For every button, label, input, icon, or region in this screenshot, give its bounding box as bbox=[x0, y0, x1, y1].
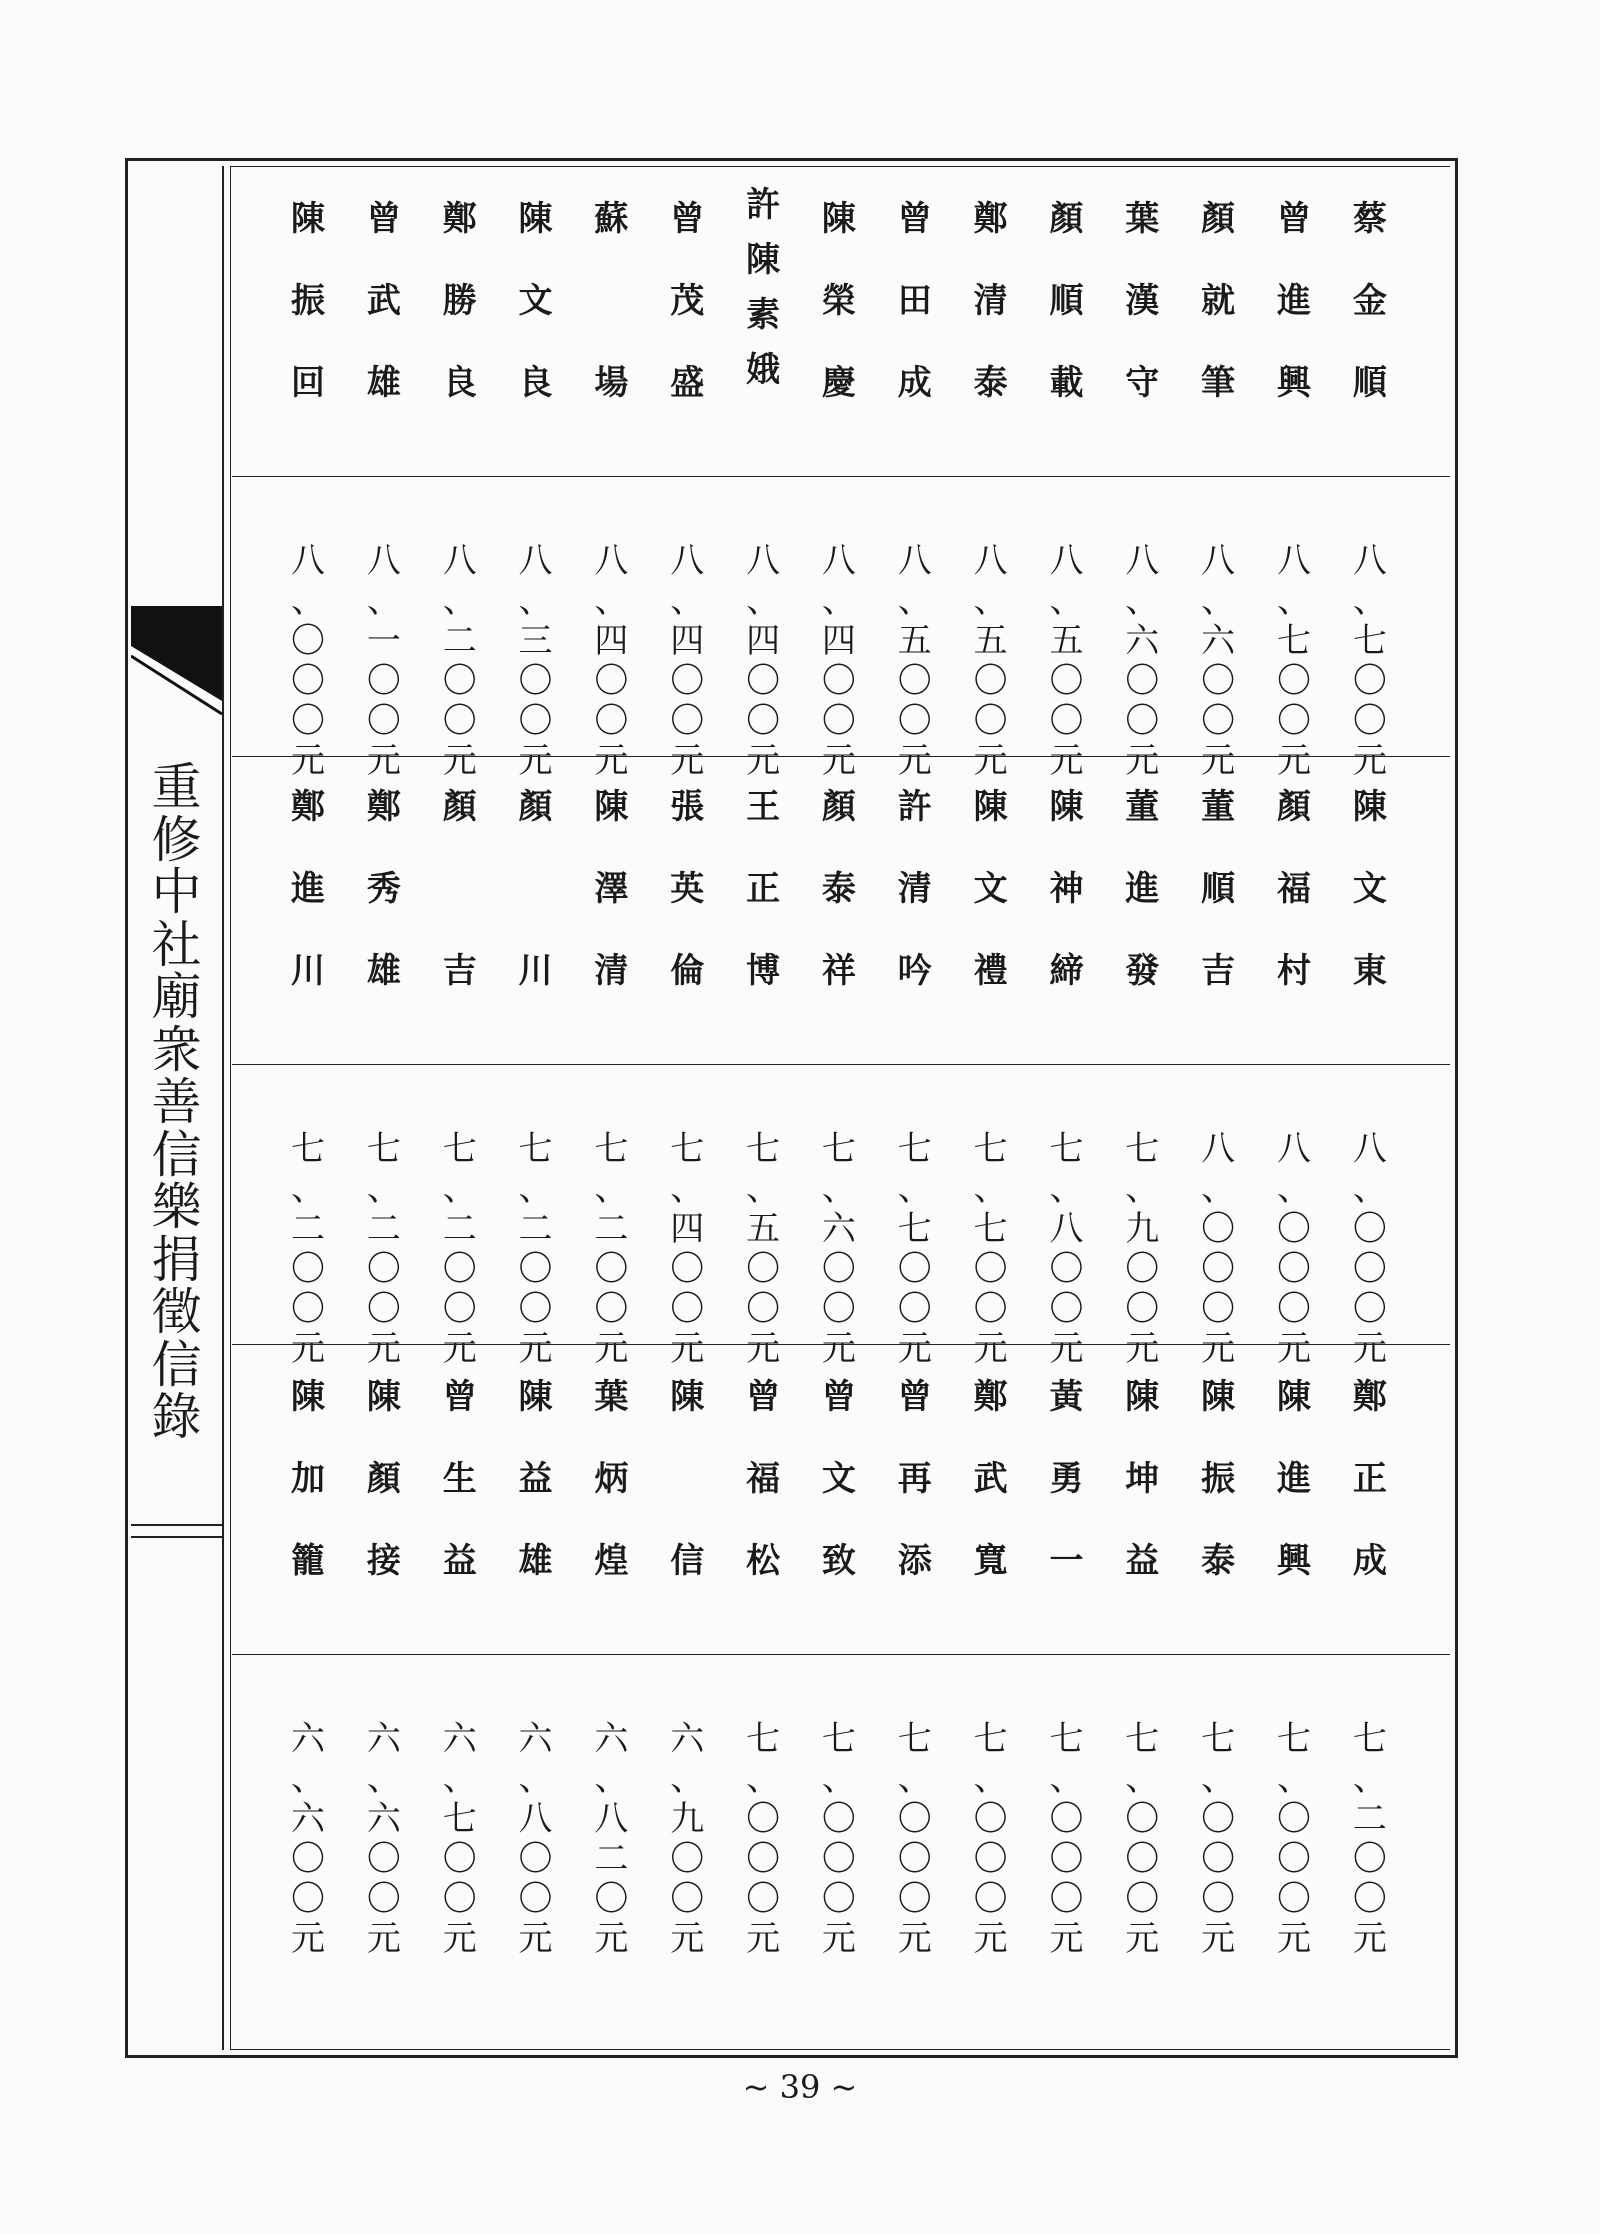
donor-name: 鄭 清 泰 bbox=[973, 199, 1008, 403]
side-title-column bbox=[131, 166, 222, 2050]
title-char: 中 bbox=[151, 863, 202, 921]
donor-name: 曾 武 雄 bbox=[366, 199, 401, 403]
donor-name: 曾 進 興 bbox=[1276, 199, 1311, 403]
donation-amount: 六 、 八 二 〇 元 bbox=[594, 1719, 629, 1959]
donation-amount: 七 、 二 〇 〇 元 bbox=[1352, 1719, 1387, 1959]
donation-amount: 七 、 二 〇 〇 元 bbox=[594, 1129, 629, 1369]
donation-table bbox=[232, 168, 1450, 2048]
donor-name: 曾 生 益 bbox=[442, 1377, 477, 1581]
donation-amount: 八 、 〇 〇 〇 元 bbox=[1276, 1129, 1311, 1369]
donation-amount: 七 、 七 〇 〇 元 bbox=[897, 1129, 932, 1369]
donor-name: 陳 文 東 bbox=[1352, 787, 1387, 991]
donation-amount: 八 、 六 〇 〇 元 bbox=[1125, 541, 1160, 781]
donor-name: 許 陳 素 娥 bbox=[746, 185, 781, 390]
donor-name: 陳 澤 清 bbox=[594, 787, 629, 991]
donation-amount: 六 、 六 〇 〇 元 bbox=[291, 1719, 325, 1959]
donation-amount: 七 、 九 〇 〇 元 bbox=[1125, 1129, 1160, 1369]
donor-name: 陳 坤 益 bbox=[1125, 1377, 1160, 1581]
donation-amount: 八 、 七 〇 〇 元 bbox=[1276, 541, 1311, 781]
donor-name: 顏 川 bbox=[518, 787, 553, 991]
donation-amount: 八 、 二 〇 〇 元 bbox=[442, 541, 477, 781]
donation-amount: 七 、 〇 〇 〇 元 bbox=[1201, 1719, 1236, 1959]
donor-name: 蘇 場 bbox=[594, 199, 629, 403]
donor-name: 顏 順 載 bbox=[1049, 199, 1084, 403]
donation-amount: 八 、 四 〇 〇 元 bbox=[594, 541, 629, 781]
donor-name: 董 順 吉 bbox=[1201, 787, 1236, 991]
donor-name: 鄭 正 成 bbox=[1352, 1377, 1387, 1581]
title-char: 善 bbox=[151, 1073, 202, 1131]
donation-amount: 七 、 〇 〇 〇 元 bbox=[821, 1719, 856, 1959]
donation-amount: 八 、 〇 〇 〇 元 bbox=[1352, 1129, 1387, 1369]
donor-name: 曾 福 松 bbox=[746, 1377, 781, 1581]
donor-name: 陳 文 禮 bbox=[973, 787, 1008, 991]
donation-amount: 七 、 〇 〇 〇 元 bbox=[746, 1719, 781, 1959]
title-char: 廟 bbox=[151, 968, 202, 1026]
donor-name: 董 進 發 bbox=[1125, 787, 1160, 991]
donation-amount: 七 、 〇 〇 〇 元 bbox=[1276, 1719, 1311, 1959]
donor-name: 陳 信 bbox=[670, 1377, 705, 1581]
donor-name: 黃 勇 一 bbox=[1049, 1377, 1084, 1581]
donor-name: 顏 福 村 bbox=[1276, 787, 1311, 991]
donation-amount: 八 、 三 〇 〇 元 bbox=[518, 541, 553, 781]
donation-amount: 八 、 六 〇 〇 元 bbox=[1201, 541, 1236, 781]
donor-name: 葉 炳 煌 bbox=[594, 1377, 629, 1581]
donation-amount: 七 、 七 〇 〇 元 bbox=[973, 1129, 1008, 1369]
donation-amount: 八 、 〇 〇 〇 元 bbox=[1201, 1129, 1236, 1369]
donation-amount: 七 、 二 〇 〇 元 bbox=[518, 1129, 553, 1369]
amounts-row bbox=[278, 541, 1400, 781]
donation-amount: 七 、 二 〇 〇 元 bbox=[366, 1129, 401, 1369]
donor-name: 鄭 勝 良 bbox=[442, 199, 477, 403]
donation-amount: 七 、 四 〇 〇 元 bbox=[670, 1129, 705, 1369]
donor-name: 陳 榮 慶 bbox=[821, 199, 856, 403]
divider bbox=[131, 1536, 222, 1538]
donation-amount: 七 、 二 〇 〇 元 bbox=[291, 1129, 325, 1369]
donation-amount: 六 、 七 〇 〇 元 bbox=[442, 1719, 477, 1959]
title-char: 重 bbox=[151, 758, 202, 816]
donation-amount: 八 、 五 〇 〇 元 bbox=[973, 541, 1008, 781]
donation-amount: 八 、 四 〇 〇 元 bbox=[670, 541, 705, 781]
donation-amount: 七 、 〇 〇 〇 元 bbox=[973, 1719, 1008, 1959]
donation-amount: 七 、 二 〇 〇 元 bbox=[442, 1129, 477, 1369]
donor-name: 曾 茂 盛 bbox=[670, 199, 705, 403]
donor-name: 王 正 博 bbox=[746, 787, 781, 991]
names-row bbox=[278, 178, 1400, 428]
donor-name: 陳 神 締 bbox=[1049, 787, 1084, 991]
donation-amount: 七 、 〇 〇 〇 元 bbox=[1125, 1719, 1160, 1959]
donor-name: 曾 田 成 bbox=[897, 199, 932, 403]
names-row bbox=[278, 1356, 1400, 1606]
donation-amount: 八 、 〇 〇 〇 元 bbox=[291, 541, 325, 781]
black-band-ornament bbox=[131, 606, 222, 736]
donor-name: 陳 振 回 bbox=[291, 199, 325, 403]
divider bbox=[131, 1524, 222, 1526]
donation-amount: 七 、 〇 〇 〇 元 bbox=[897, 1719, 932, 1959]
donation-amount: 七 、 〇 〇 〇 元 bbox=[1049, 1719, 1084, 1959]
donor-name: 鄭 進 川 bbox=[291, 787, 325, 991]
donation-amount: 八 、 五 〇 〇 元 bbox=[1049, 541, 1084, 781]
donor-name: 顏 就 筆 bbox=[1201, 199, 1236, 403]
donor-name: 曾 再 添 bbox=[897, 1377, 932, 1581]
donor-name: 蔡 金 順 bbox=[1352, 199, 1387, 403]
donation-amount: 八 、 四 〇 〇 元 bbox=[746, 541, 781, 781]
row-divider bbox=[232, 476, 1450, 477]
donation-amount: 八 、 五 〇 〇 元 bbox=[897, 541, 932, 781]
title-char: 社 bbox=[151, 915, 202, 974]
donor-name: 葉 漢 守 bbox=[1125, 199, 1160, 403]
donor-name: 許 清 吟 bbox=[897, 787, 932, 991]
donation-amount: 八 、 四 〇 〇 元 bbox=[821, 541, 856, 781]
document-title bbox=[131, 758, 222, 1446]
donation-amount: 七 、 八 〇 〇 元 bbox=[1049, 1129, 1084, 1369]
donation-amount: 七 、 六 〇 〇 元 bbox=[821, 1129, 856, 1369]
title-char: 樂 bbox=[151, 1178, 202, 1236]
donor-name: 陳 益 雄 bbox=[518, 1377, 553, 1581]
donor-name: 陳 進 興 bbox=[1276, 1377, 1311, 1581]
amounts-row bbox=[278, 1719, 1400, 1959]
donor-name: 陳 文 良 bbox=[518, 199, 553, 403]
title-char: 徵 bbox=[151, 1283, 202, 1341]
donor-name: 顏 泰 祥 bbox=[821, 787, 856, 991]
donor-name: 鄭 秀 雄 bbox=[366, 787, 401, 991]
title-char: 錄 bbox=[151, 1388, 202, 1446]
title-char: 捐 bbox=[151, 1230, 202, 1289]
donor-name: 顏 吉 bbox=[442, 787, 477, 991]
donor-name: 張 英 倫 bbox=[670, 787, 705, 991]
donor-name: 鄭 武 寬 bbox=[973, 1377, 1008, 1581]
title-char: 信 bbox=[151, 1125, 202, 1184]
title-char: 信 bbox=[151, 1335, 202, 1394]
amounts-row bbox=[278, 1129, 1400, 1369]
row-divider bbox=[232, 1654, 1450, 1655]
donor-name: 陳 顏 接 bbox=[366, 1377, 401, 1581]
page-number: ~ 39 ~ bbox=[742, 2068, 858, 2106]
donation-amount: 六 、 六 〇 〇 元 bbox=[366, 1719, 401, 1959]
names-row bbox=[278, 766, 1400, 1016]
donor-name: 陳 加 籠 bbox=[291, 1377, 325, 1581]
section-divider bbox=[232, 756, 1450, 757]
donation-amount: 八 、 七 〇 〇 元 bbox=[1352, 541, 1387, 781]
donation-amount: 八 、 一 〇 〇 元 bbox=[366, 541, 401, 781]
donation-amount: 六 、 九 〇 〇 元 bbox=[670, 1719, 705, 1959]
title-char: 衆 bbox=[151, 1020, 202, 1079]
row-divider bbox=[232, 1064, 1450, 1065]
donor-name: 曾 文 致 bbox=[821, 1377, 856, 1581]
donor-name: 陳 振 泰 bbox=[1201, 1377, 1236, 1581]
donation-amount: 六 、 八 〇 〇 元 bbox=[518, 1719, 553, 1959]
section-divider bbox=[232, 1344, 1450, 1345]
donation-amount: 七 、 五 〇 〇 元 bbox=[746, 1129, 781, 1369]
title-char: 修 bbox=[151, 810, 202, 869]
